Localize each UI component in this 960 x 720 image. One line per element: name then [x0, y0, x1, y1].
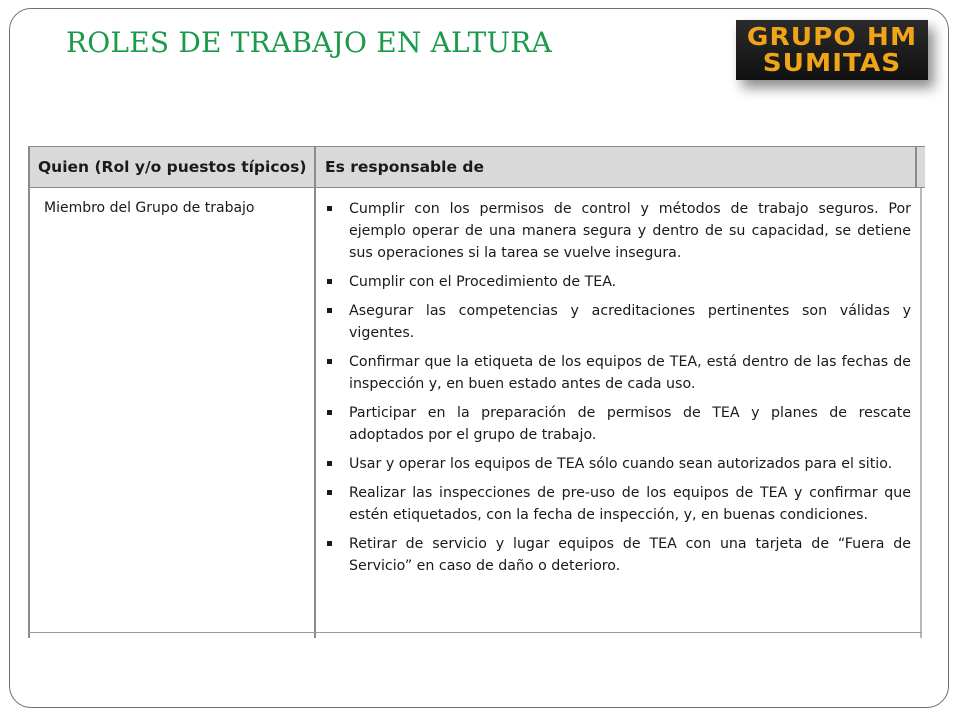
responsibility-text: Usar y operar los equipos de TEA sólo cuando sean autorizados para el sitio. [349, 456, 893, 472]
bullet-icon [327, 410, 332, 415]
role-cell: Miembro del Grupo de trabajo [44, 200, 255, 216]
header-responsibility: Es responsable de [325, 158, 484, 176]
bullet-icon [327, 206, 332, 211]
responsibility-text: Cumplir con los permisos de control y métodos de trabajo seguros. Por ejemplo operar de una manera segura y dentro de su capacidad, se detiene sus operaciones si la tarea se vuelve insegura. [349, 201, 911, 261]
list-item [321, 453, 911, 475]
table-header [28, 146, 925, 188]
company-logo [736, 20, 928, 80]
list-item [321, 300, 911, 344]
bullet-icon [327, 308, 332, 313]
logo-line-2: SUMITAS [762, 48, 902, 77]
responsibility-text: Confirmar que la etiqueta de los equipos de TEA, está dentro de las fechas de inspección y, en buen estado antes de cada uso. [349, 354, 911, 392]
responsibility-text: Realizar las inspecciones de pre-uso de los equipos de TEA y confirmar que estén etiquetados, con la fecha de inspección, y, en buenas condiciones. [349, 485, 911, 523]
responsibility-text: Cumplir con el Procedimiento de TEA. [349, 274, 617, 290]
table-header-border-right [915, 146, 917, 188]
slide-title: ROLES DE TRABAJO EN ALTURA [66, 26, 552, 59]
list-item [321, 198, 911, 264]
responsibility-text: Asegurar las competencias y acreditaciones pertinentes son válidas y vigentes. [349, 303, 911, 341]
table-column-divider [314, 146, 316, 638]
bullet-icon [327, 490, 332, 495]
table-border-left [28, 146, 30, 638]
responsibility-text: Participar en la preparación de permisos de TEA y planes de rescate adoptados por el grupo de trabajo. [349, 405, 911, 443]
responsibility-text: Retirar de servicio y lugar equipos de TEA con una tarjeta de “Fuera de Servicio” en caso de daño o deterioro. [349, 536, 911, 574]
table-border-right [920, 188, 922, 638]
responsibility-list [321, 198, 911, 584]
list-item [321, 482, 911, 526]
bullet-icon [327, 461, 332, 466]
bullet-icon [327, 279, 332, 284]
logo-line-1: GRUPO HM [746, 22, 918, 51]
list-item [321, 533, 911, 577]
roles-table [28, 146, 925, 638]
bullet-icon [327, 541, 332, 546]
table-row-divider [28, 632, 922, 633]
list-item [321, 271, 911, 293]
list-item [321, 402, 911, 446]
list-item [321, 351, 911, 395]
bullet-icon [327, 359, 332, 364]
header-role: Quien (Rol y/o puestos típicos) [38, 158, 307, 176]
